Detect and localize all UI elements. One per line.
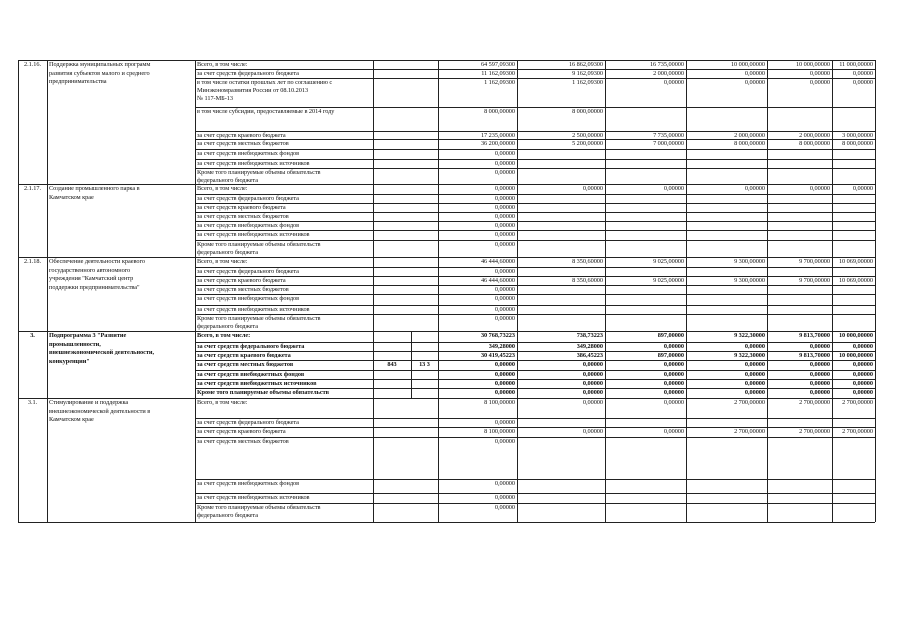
value-cell: 0,00000 [494,231,515,238]
row-label: Кроме того планируемые объемы обязательств [197,504,321,511]
column-line [686,257,687,331]
column-line [686,184,687,257]
item-name-line: предпринимательства [49,78,107,86]
value-cell: 8 100,00000 [484,428,515,435]
value-cell: 8 000,00000 [484,108,515,115]
row-label: Кроме того планируемые объемы обязательств [197,389,330,396]
row-label: Всего, в том числе: [197,258,248,265]
row-label: Кроме того планируемые объемы обязательств [197,169,321,176]
row-label: Минэкономразвития России от 08.10.2013 [197,87,309,95]
item-code: 2.1.18. [24,258,41,265]
value-cell: 0,00000 [494,213,515,220]
value-cell: 897,00000 [657,352,684,359]
value-cell: 8 000,00000 [572,108,603,115]
value-cell: 46 444,60000 [480,277,515,284]
item-name-line: промышленности, [49,340,101,348]
value-cell: 8 000,00000 [734,140,765,147]
row-label: за счет средств местных бюджетов [197,140,289,147]
column-line [195,331,196,398]
row-label: за счет средств внебюджетных фондов [197,480,300,487]
value-cell: 9 025,00000 [653,258,684,265]
row-label: Всего, в том числе: [197,399,248,406]
item-name-line: внешнеэкономической деятельности в [49,407,151,415]
column-line [517,257,518,331]
row-label: за счет средств федерального бюджета [197,343,305,350]
row-label: за счет средств внебюджетных фондов [197,150,300,157]
row-label: за счет средств краевого бюджета [197,352,291,359]
column-line [373,184,374,257]
value-cell: 7 000,00000 [653,140,684,147]
value-cell: 897,00000 [657,332,684,339]
item-name-line: Подпрограмма 3 "Развитие [49,332,127,339]
value-cell: 0,00000 [809,361,830,368]
column-line [832,331,833,398]
item-name-line: поддержки предпринимательства" [49,283,140,291]
value-cell: 0,00000 [809,343,830,350]
value-cell: 46 444,60000 [480,258,515,265]
item-name-line: конкуренции" [49,357,90,365]
row-label: Кроме того планируемые объемы обязательств [197,315,321,322]
value-cell: 0,00000 [494,380,515,387]
value-cell: 0,00000 [809,79,830,86]
value-cell: 0,00000 [744,389,765,396]
value-cell: 0,00000 [494,286,515,293]
row-label: за счет средств внебюджетных источников [197,380,317,387]
row-label: за счет средств внебюджетных источников [197,306,310,313]
column-line [517,398,518,522]
value-cell: 10 069,00000 [838,258,873,265]
column-line [767,184,768,257]
row-label: Всего, в том числе: [197,61,248,68]
value-cell: 386,45223 [576,352,603,359]
value-cell: 10 069,00000 [838,277,873,284]
column-line [767,60,768,184]
value-cell: 8 350,60000 [572,258,603,265]
row-label: федерального бюджета [197,323,258,331]
value-cell: 0,00000 [744,361,765,368]
value-cell: 0,00000 [852,79,873,86]
item-name-line: учреждения "Камчатский центр [49,275,134,283]
column-line [47,60,48,184]
value-cell: 9 025,00000 [653,277,684,284]
value-cell: 9 700,00000 [799,258,830,265]
value-cell: 0,00000 [852,185,873,192]
item-code: 2.1.17. [24,185,41,192]
value-cell: 2 700,00000 [734,399,765,406]
value-cell: 5 200,00000 [572,140,603,147]
value-cell: 10 000,00000 [730,61,765,68]
value-cell: 0,00000 [744,371,765,378]
value-cell: 0,00000 [663,361,684,368]
column-line [195,184,196,257]
column-line [832,398,833,522]
row-label: за счет средств краевого бюджета [197,277,286,284]
value-cell: 0,00000 [494,195,515,202]
value-cell: 0,00000 [582,380,603,387]
column-line [438,60,439,184]
org-code: 843 [387,360,397,368]
column-line [875,398,876,522]
value-cell: 0,00000 [494,222,515,229]
row-label: за счет средств краевого бюджета [197,132,286,139]
column-line [875,184,876,257]
column-line [605,398,606,522]
value-cell: 349,28000 [488,343,515,350]
value-cell: 0,00000 [494,494,515,501]
column-line [517,60,518,184]
column-line [517,331,518,398]
column-line [195,60,196,184]
column-line [605,184,606,257]
value-cell: 36 200,00000 [480,140,515,147]
row-label: за счет средств местных бюджетов [197,361,294,368]
value-cell: 738,73223 [576,332,603,339]
value-cell: 9 322,30000 [734,332,765,339]
column-line [517,184,518,257]
value-cell: 0,00000 [494,169,515,176]
value-cell: 0,00000 [852,389,873,396]
value-cell: 17 235,00000 [480,132,515,139]
value-cell: 0,00000 [809,371,830,378]
value-cell: 0,00000 [494,185,515,192]
value-cell: 0,00000 [494,438,515,445]
column-line [605,331,606,398]
item-name-line: Обеспечение деятельности краевого [49,258,145,265]
column-line [438,331,439,398]
value-cell: 0,00000 [582,428,603,435]
value-cell: 9 322,30000 [734,352,765,359]
row-label: за счет средств местных бюджетов [197,213,289,220]
value-cell: 0,00000 [494,371,515,378]
column-line [605,257,606,331]
value-cell: 0,00000 [663,343,684,350]
column-line [373,398,374,522]
value-cell: 0,00000 [852,371,873,378]
column-line [767,331,768,398]
row-label: федерального бюджета [197,249,258,257]
value-cell: 0,00000 [744,79,765,86]
column-line [18,60,19,184]
value-cell: 0,00000 [809,389,830,396]
value-cell: 0,00000 [809,380,830,387]
value-cell: 0,00000 [494,268,515,275]
sub-code: 13 3 [419,360,430,368]
item-name-line: Камчатском крае [49,416,94,424]
value-cell: 2 500,00000 [572,132,603,139]
column-line [832,257,833,331]
value-cell: 0,00000 [744,185,765,192]
column-line [686,398,687,522]
value-cell: 0,00000 [852,343,873,350]
column-line [373,257,374,331]
value-cell: 0,00000 [494,389,515,396]
value-cell: 2 700,00000 [842,399,873,406]
value-cell: 7 735,00000 [653,132,684,139]
column-line [832,184,833,257]
item-code: 3. [30,332,35,339]
item-name-line: Стимулирование и поддержка [49,399,129,406]
value-cell: 2 000,00000 [799,132,830,139]
row-label: за счет средств федерального бюджета [197,419,299,426]
column-line [875,257,876,331]
value-cell: 8 100,00000 [484,399,515,406]
item-name-line: Камчатском крае [49,193,94,201]
row-label: за счет средств внебюджетных фондов [197,222,300,229]
value-cell: 11 162,09300 [481,70,515,77]
value-cell: 2 000,00000 [734,132,765,139]
value-cell: 1 162,09300 [484,79,515,86]
block-divider [18,522,875,523]
value-cell: 0,00000 [809,70,830,77]
row-label: федерального бюджета [197,177,258,185]
column-line [686,60,687,184]
value-cell: 349,28000 [576,343,603,350]
value-cell: 0,00000 [582,399,603,406]
row-label: в том числе остатки прошлых лет по соглашению с [197,79,333,86]
value-cell: 8 000,00000 [842,140,873,147]
value-cell: 0,00000 [494,204,515,211]
column-line [195,398,196,522]
value-cell: 0,00000 [663,380,684,387]
column-line [875,60,876,184]
row-label: за счет средств федерального бюджета [197,195,299,202]
value-cell: 0,00000 [494,419,515,426]
value-cell: 9 700,00000 [799,277,830,284]
column-line [438,184,439,257]
value-cell: 9 813,70000 [799,352,830,359]
row-label: за счет средств внебюджетных источников [197,160,310,167]
value-cell: 8 350,60000 [572,277,603,284]
row-label: за счет средств местных бюджетов [197,286,289,293]
value-cell: 16 735,00000 [649,61,684,68]
column-line [686,331,687,398]
column-line [18,331,19,398]
column-line [373,331,374,398]
value-cell: 9 300,00000 [734,277,765,284]
value-cell: 0,00000 [582,389,603,396]
value-cell: 0,00000 [582,361,603,368]
value-cell: 3 000,00000 [842,132,873,139]
value-cell: 0,00000 [663,371,684,378]
value-cell: 0,00000 [494,504,515,511]
row-label: за счет средств краевого бюджета [197,204,286,211]
row-label: за счет средств краевого бюджета [197,428,286,435]
column-line [195,257,196,331]
value-cell: 10 000,00000 [838,352,873,359]
value-cell: 9 813,70000 [799,332,830,339]
value-cell: 0,00000 [494,315,515,322]
item-name-line: государственного автономного [49,266,131,274]
row-label: за счет средств федерального бюджета [197,268,299,275]
column-line [438,257,439,331]
value-cell: 2 700,00000 [799,399,830,406]
value-cell: 1 162,09300 [572,79,603,86]
row-label: Кроме того планируемые объемы обязательств [197,241,321,248]
column-line [18,257,19,331]
row-label: за счет средств внебюджетных источников [197,231,310,238]
value-cell: 0,00000 [663,389,684,396]
value-cell: 0,00000 [663,428,684,435]
column-line [373,60,374,184]
value-cell: 8 000,00000 [799,140,830,147]
value-cell: 0,00000 [494,361,515,368]
value-cell: 0,00000 [852,361,873,368]
row-label: за счет средств внебюджетных источников [197,494,310,501]
value-cell: 30 419,45223 [480,352,515,359]
column-line [875,331,876,398]
item-code: 2.1.16. [24,61,41,68]
value-cell: 0,00000 [852,70,873,77]
column-line [47,331,48,398]
value-cell: 2 700,00000 [799,428,830,435]
value-cell: 0,00000 [494,160,515,167]
row-label: в том числе субсидии, предоставляемые в 2014 году [197,108,335,115]
value-cell: 0,00000 [494,295,515,302]
row-label: № 117-МБ-13 [197,95,233,103]
value-cell: 0,00000 [809,185,830,192]
row-label: за счет средств местных бюджетов [197,438,289,445]
column-line [47,257,48,331]
value-cell: 30 768,73223 [480,332,515,339]
column-line [18,398,19,522]
value-cell: 64 597,09300 [480,61,515,68]
value-cell: 0,00000 [744,380,765,387]
value-cell: 9 300,00000 [734,258,765,265]
value-cell: 9 162,09300 [572,70,603,77]
value-cell: 0,00000 [663,79,684,86]
row-label: за счет средств федерального бюджета [197,70,299,77]
column-line [605,60,606,184]
row-label: Всего, в том числе: [197,332,251,339]
value-cell: 0,00000 [744,70,765,77]
value-cell: 2 000,00000 [653,70,684,77]
column-line [767,398,768,522]
value-cell: 2 700,00000 [734,428,765,435]
item-name-line: развития субъектов малого и среднего [49,69,150,77]
value-cell: 0,00000 [582,185,603,192]
value-cell: 0,00000 [663,185,684,192]
column-line [47,184,48,257]
value-cell: 10 000,00000 [838,332,873,339]
row-label: федерального бюджета [197,512,258,520]
item-name-line: Создание промышленного парка в [49,185,140,192]
item-code: 3.1. [27,399,38,406]
value-cell: 2 700,00000 [842,428,873,435]
row-label: за счет средств внебюджетных фондов [197,371,305,378]
value-cell: 0,00000 [852,380,873,387]
value-cell: 0,00000 [744,343,765,350]
row-label: Всего, в том числе: [197,185,248,192]
row-label: за счет средств внебюджетных фондов [197,295,300,302]
column-line [47,398,48,522]
value-cell: 16 862,09300 [568,61,603,68]
value-cell: 0,00000 [494,150,515,157]
value-cell: 0,00000 [494,480,515,487]
item-name-line: Поддержка муниципальных программ [49,61,151,68]
value-cell: 11 000,00000 [839,61,873,68]
column-line [832,60,833,184]
value-cell: 10 000,00000 [795,61,830,68]
value-cell: 0,00000 [663,399,684,406]
value-cell: 0,00000 [582,371,603,378]
column-line [438,398,439,522]
column-line [411,331,412,398]
item-name-line: внешнеэкономической деятельности, [49,349,155,357]
value-cell: 0,00000 [494,241,515,248]
column-line [18,184,19,257]
value-cell: 0,00000 [494,306,515,313]
column-line [767,257,768,331]
